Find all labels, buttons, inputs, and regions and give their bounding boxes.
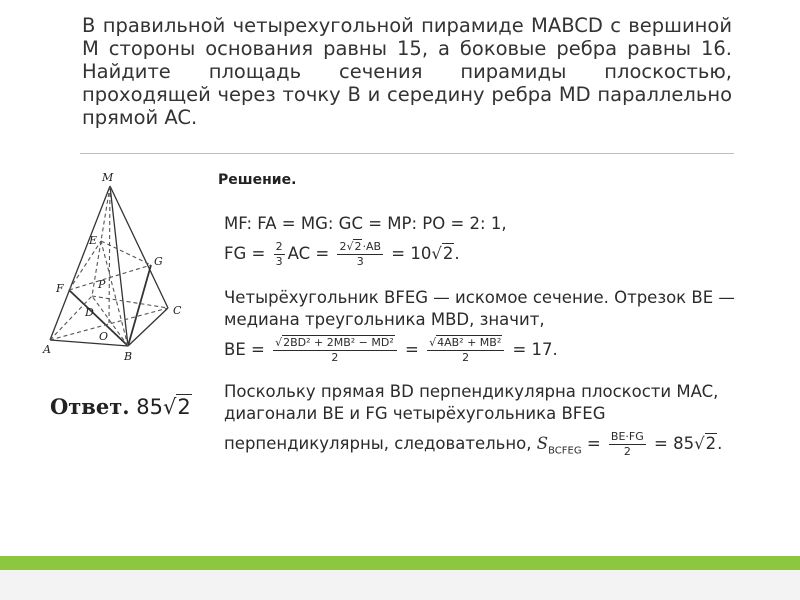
fraction-area: $\frac{BE\cdot FG}{2}$ bbox=[610, 430, 644, 458]
label-m: M bbox=[102, 171, 114, 184]
answer-label: Ответ. bbox=[50, 394, 130, 419]
solution-line-3: Четырёхугольник BFEG — искомое сечение. Отрезок BE — bbox=[224, 288, 735, 307]
be-lhs: BE = bbox=[224, 340, 271, 359]
solution-line-7: диагонали BE и FG четырёхугольника BFEG bbox=[224, 404, 606, 423]
fraction-median: $\frac{\text{√2BD² + 2MB² − MD²}}{2}$ bbox=[273, 336, 397, 365]
label-a: A bbox=[43, 343, 51, 356]
section-fe bbox=[69, 241, 101, 290]
answer: Ответ. 85√2 bbox=[50, 394, 191, 419]
answer-value: 85 bbox=[136, 395, 164, 419]
problem-text: В правильной четырехугольной пирамиде MABCD с вершиной M стороны основания равны 15, а боковые ребра равны 16. Найдите площадь сечения пирамиды плоскостью, проходящей через точку B и середину ребра MD параллельно прямой AC. bbox=[82, 14, 732, 129]
edge-mc bbox=[110, 186, 168, 308]
fraction-ac: $\frac{2√2\cdot AB}{3}$ bbox=[339, 240, 382, 268]
section-bg bbox=[128, 265, 151, 346]
sqrt-two: 2 bbox=[442, 244, 454, 263]
section-eg bbox=[101, 241, 151, 265]
divider bbox=[80, 153, 734, 154]
label-p: P bbox=[98, 278, 106, 291]
solution-line-8: перпендикулярны, следовательно, $S_{BCFEG}$ = $\frac{BE\cdot FG}{2}$ = 85√2. bbox=[224, 430, 723, 458]
solution-line-5: BE = $\frac{\text{√2BD² + 2MB² − MD²}}{2}$ = $\frac{\text{√4AB² + MB²}}{2}$ = 17. bbox=[224, 336, 558, 364]
solution-heading: Решение. bbox=[218, 172, 297, 188]
label-c: C bbox=[173, 304, 182, 317]
pyramid-figure bbox=[40, 168, 190, 368]
fraction-two-thirds: $\frac{2}{3}$ bbox=[275, 240, 283, 268]
be-result: = 17. bbox=[507, 340, 558, 359]
label-o: O bbox=[99, 330, 109, 343]
fg-lhs: FG = bbox=[224, 244, 271, 263]
edge-ma bbox=[50, 186, 110, 340]
label-d: D bbox=[85, 306, 94, 319]
fg-eq: = 10 bbox=[386, 244, 432, 263]
height-mo bbox=[109, 186, 110, 324]
footer-strip bbox=[0, 570, 800, 600]
section-fg bbox=[69, 265, 151, 290]
solution-line-4: медиана треугольника MBD, значит, bbox=[224, 310, 545, 329]
solution-line-2: FG = $\frac{2}{3}$ AC = $\frac{2√2\cdot AB}{3}$ = 10√2. bbox=[224, 240, 460, 268]
label-f: F bbox=[56, 282, 64, 295]
edge-mb bbox=[110, 186, 128, 346]
edge-dc bbox=[92, 296, 168, 308]
label-b: B bbox=[124, 350, 133, 363]
label-e: E bbox=[89, 234, 98, 247]
solution-line-6: Поскольку прямая BD перпендикулярна плоскости MAC, bbox=[224, 382, 719, 401]
fraction-median-2: $\frac{\text{√4AB² + MB²}}{2}$ bbox=[427, 336, 504, 365]
label-g: G bbox=[154, 255, 163, 268]
fg-mid: AC = bbox=[287, 244, 335, 263]
area-symbol: S bbox=[536, 434, 549, 453]
answer-sqrt: 2 bbox=[177, 395, 191, 419]
edge-ab bbox=[50, 340, 128, 346]
footer-green-bar bbox=[0, 556, 800, 570]
solution-line-1: MF: FA = MG: GC = MP: PO = 2: 1, bbox=[224, 214, 507, 233]
